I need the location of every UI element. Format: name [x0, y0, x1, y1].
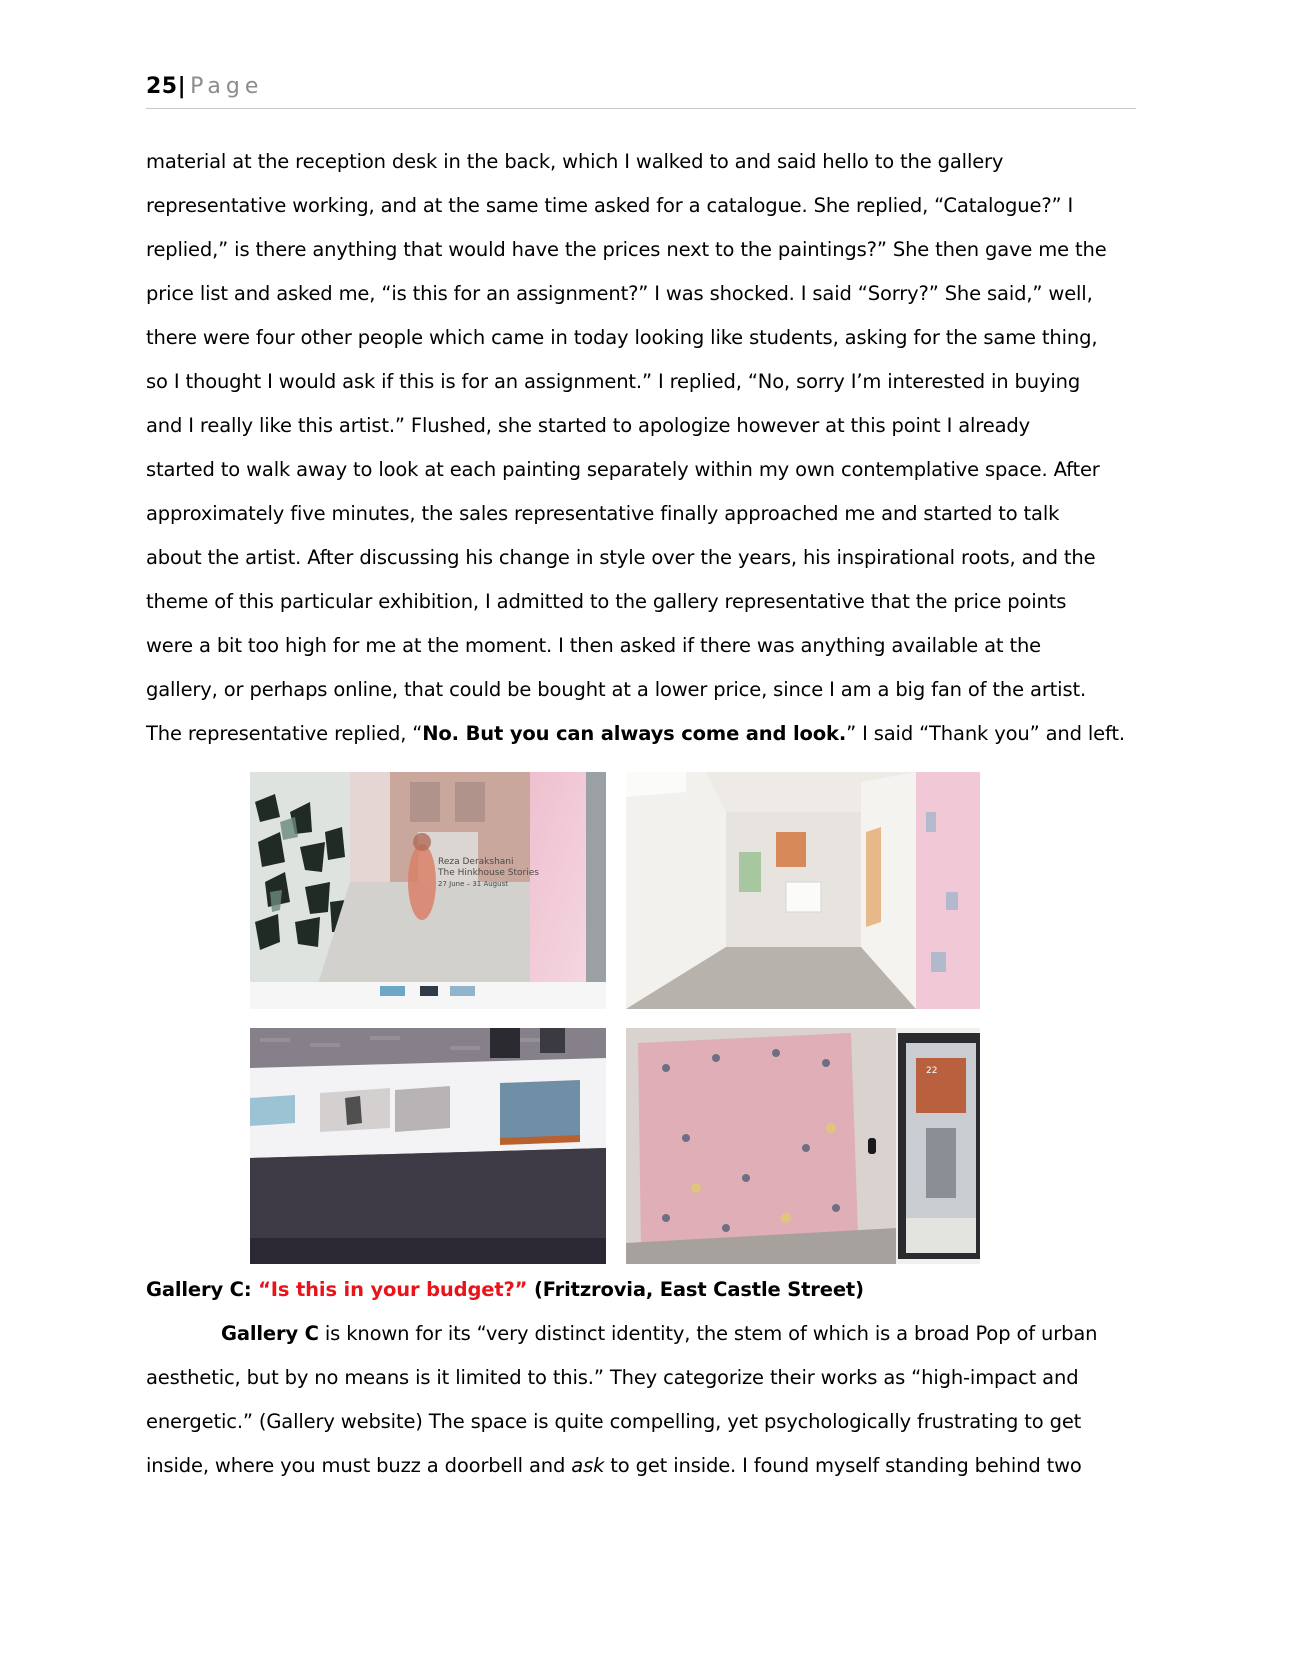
- emphasis-ask: ask: [571, 1454, 605, 1477]
- text-line: so I thought I would ask if this is for an assignment.” I replied, “No, sorry I’m interested in buying: [146, 370, 1081, 393]
- text-line: [146, 1444, 1146, 1488]
- text-line: material at the reception desk in the back, which I walked to and said hello to the gallery: [146, 150, 1004, 173]
- text-line: aesthetic, but by no means is it limited to this.” They categorize their works as “high-impact and: [146, 1366, 1079, 1389]
- text-line: replied,” is there anything that would have the prices next to the paintings?” She then gave me the: [146, 238, 1107, 261]
- photo-gallery-window: [250, 772, 606, 1009]
- gallery-name-bold: Gallery C: [221, 1322, 319, 1345]
- page-header: [146, 74, 1136, 109]
- text-line: were a bit too high for me at the moment. I then asked if there was anything available at the: [146, 634, 1042, 657]
- door-number: 22: [926, 1066, 938, 1076]
- text-line: gallery, or perhaps online, that could be bought at a lower price, since I am a big fan of the artist.: [146, 678, 1087, 701]
- text-line-last: [146, 712, 1146, 756]
- text-run: The representative replied, “: [146, 722, 423, 745]
- text-line: approximately five minutes, the sales representative finally approached me and started to talk: [146, 502, 1060, 525]
- text-line: started to walk away to look at each painting separately within my own contemplative space. After: [146, 458, 1100, 481]
- text-run: is known for its “very distinct identity, the stem of which is a broad Pop of urban: [318, 1322, 1098, 1345]
- text-line: [146, 1312, 1146, 1356]
- photo-books-on-bench: [250, 1028, 606, 1264]
- text-line: price list and asked me, “is this for an assignment?” I was shocked. I said “Sorry?” She said,” well,: [146, 282, 1093, 305]
- heading-label: Gallery C: [146, 1278, 244, 1301]
- photo-painting-and-door: [626, 1028, 980, 1264]
- text-run: to get inside. I found myself standing behind two: [604, 1454, 1082, 1477]
- text-line: representative working, and at the same time asked for a catalogue. She replied, “Catalogue?” I: [146, 194, 1074, 217]
- heading-colon: :: [243, 1278, 259, 1301]
- gallery-c-heading: [146, 1268, 1146, 1312]
- sign-artist-name: Reza Derakshani: [438, 857, 514, 867]
- text-line: about the artist. After discussing his change in style over the years, his inspirational roots, and the: [146, 546, 1096, 569]
- text-line: there were four other people which came in today looking like students, asking for the same thing,: [146, 326, 1098, 349]
- paragraph-reception: [146, 140, 1146, 756]
- page-number: 25|: [146, 74, 187, 99]
- page-label: Page: [190, 74, 264, 99]
- gallery-c-section: [146, 1268, 1146, 1488]
- sign-exhibition-title: The Hinkhouse Stories: [438, 868, 539, 878]
- text-line: energetic.” (Gallery website) The space is quite compelling, yet psychologically frustrating to get: [146, 1410, 1082, 1433]
- text-run: inside, where you must buzz a doorbell and: [146, 1454, 572, 1477]
- sign-dates: 27 June – 31 August: [438, 880, 508, 888]
- photo-gallery-interior: [626, 772, 980, 1009]
- text-line: theme of this particular exhibition, I admitted to the gallery representative that the price points: [146, 590, 1067, 613]
- text-run: ” I said “Thank you” and left.: [846, 722, 1125, 745]
- heading-quote: “Is this in your budget?”: [258, 1278, 528, 1301]
- text-line: and I really like this artist.” Flushed, she started to apologize however at this point I already: [146, 414, 1030, 437]
- quote-bold: No. But you can always come and look.: [422, 722, 847, 745]
- heading-location: (Fritzrovia, East Castle Street): [527, 1278, 864, 1301]
